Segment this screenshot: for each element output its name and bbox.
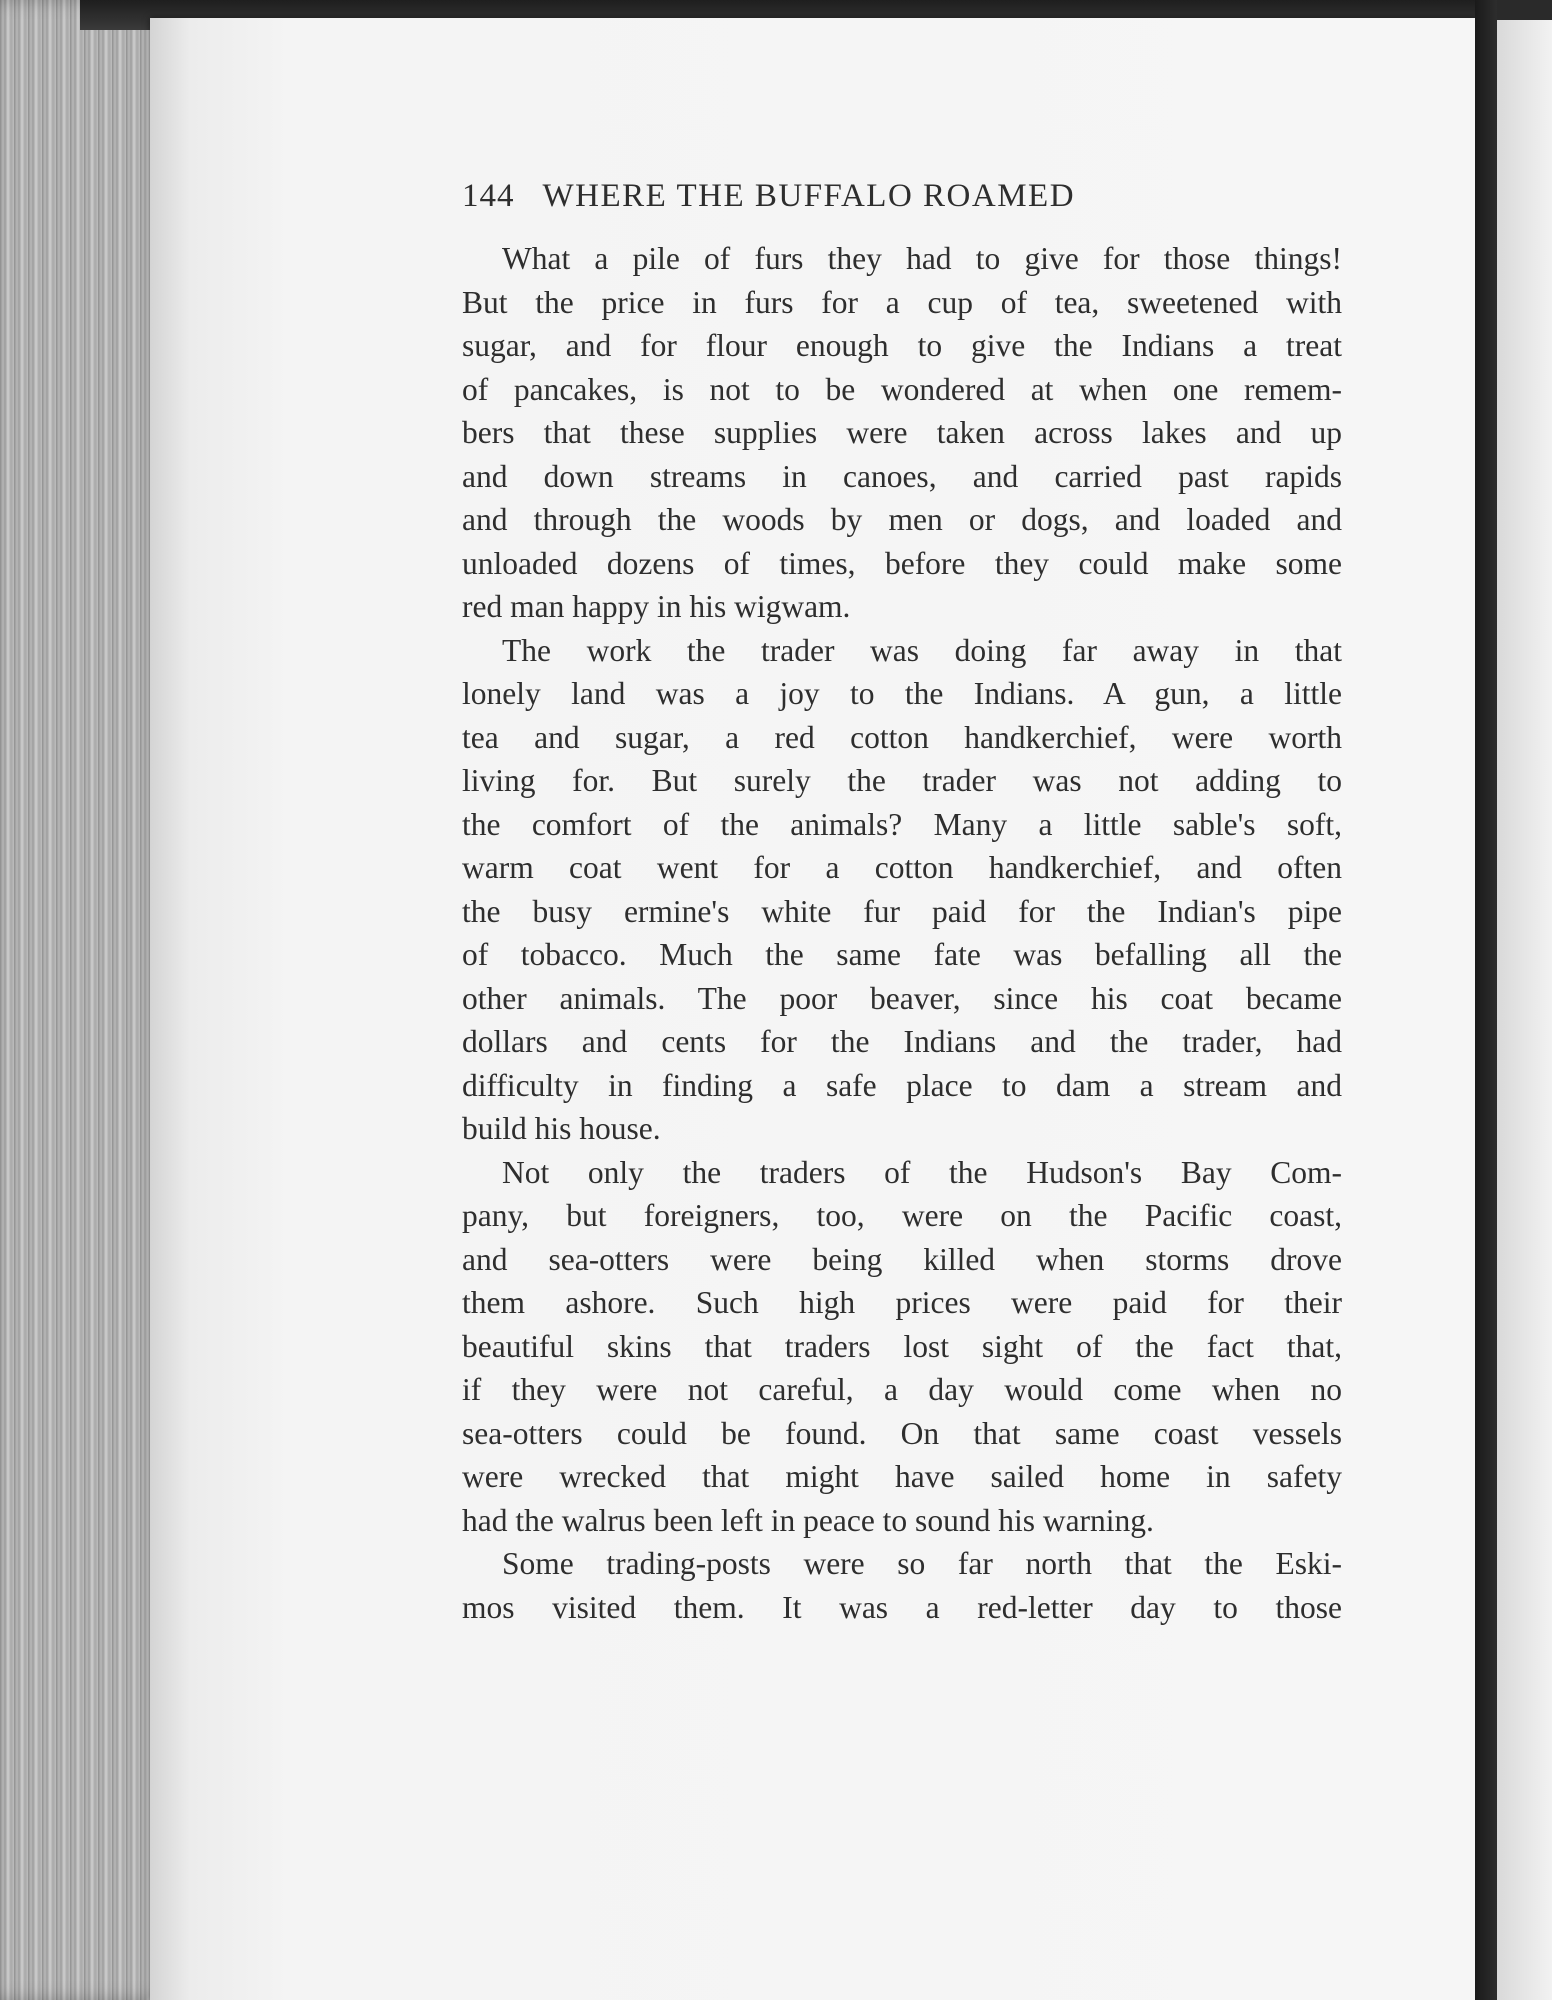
text-block bbox=[462, 178, 1342, 1629]
text-line: living for. But surely the trader was not adding to bbox=[462, 763, 1342, 798]
paragraph-3 bbox=[462, 1151, 1342, 1543]
text-line: sugar, and for flour enough to give the Indians a treat bbox=[462, 328, 1342, 363]
text-line: had the walrus been left in peace to sound his warning. bbox=[462, 1502, 1154, 1538]
paragraph-1 bbox=[462, 237, 1342, 629]
text-line: dollars and cents for the Indians and the trader, had bbox=[462, 1024, 1342, 1059]
page-number: 144 bbox=[462, 178, 515, 214]
text-line: But the price in furs for a cup of tea, sweetened with bbox=[462, 284, 1342, 320]
text-line: and through the woods by men or dogs, and loaded and bbox=[462, 502, 1342, 537]
text-line: red man happy in his wigwam. bbox=[462, 589, 851, 624]
text-line: tea and sugar, a red cotton handkerchief, were worth bbox=[462, 719, 1342, 755]
text-line: if they were not careful, a day would come when no bbox=[462, 1372, 1342, 1407]
text-line: Not only the traders of the Hudson's Bay Com- bbox=[502, 1154, 1342, 1190]
text-line: build his house. bbox=[462, 1111, 661, 1146]
text-line: What a pile of furs they had to give for those things! bbox=[502, 241, 1342, 276]
text-line: were wrecked that might have sailed home in safety bbox=[462, 1459, 1342, 1494]
text-line: Some trading-posts were so far north that the Eski- bbox=[502, 1546, 1342, 1581]
text-line: the comfort of the animals? Many a little sable's soft, bbox=[462, 806, 1342, 842]
text-line: pany, but foreigners, too, were on the Pacific coast, bbox=[462, 1198, 1342, 1233]
text-line: beautiful skins that traders lost sight of the fact that, bbox=[462, 1328, 1342, 1364]
text-line: mos visited them. It was a red-letter day to those bbox=[462, 1589, 1342, 1625]
next-page-edge bbox=[1497, 20, 1552, 2000]
text-line: warm coat went for a cotton handkerchief, and often bbox=[462, 850, 1342, 885]
text-line: unloaded dozens of times, before they could make some bbox=[462, 545, 1342, 581]
running-head bbox=[462, 178, 1342, 215]
text-line: bers that these supplies were taken across lakes and up bbox=[462, 415, 1342, 450]
book-title: WHERE THE BUFFALO ROAMED bbox=[542, 178, 1076, 214]
text-line: The work the trader was doing far away in that bbox=[502, 632, 1342, 668]
text-line: sea-otters could be found. On that same coast vessels bbox=[462, 1415, 1342, 1451]
text-line: the busy ermine's white fur paid for the Indian's pipe bbox=[462, 893, 1342, 929]
paragraph-4 bbox=[462, 1542, 1342, 1629]
text-line: them ashore. Such high prices were paid for their bbox=[462, 1285, 1342, 1320]
text-line: difficulty in finding a safe place to dam a stream and bbox=[462, 1067, 1342, 1103]
text-line: of pancakes, is not to be wondered at when one remem- bbox=[462, 371, 1342, 407]
text-line: lonely land was a joy to the Indians. A gun, a little bbox=[462, 676, 1342, 711]
gutter-shadow bbox=[1475, 0, 1497, 2000]
text-line: of tobacco. Much the same fate was befalling all the bbox=[462, 937, 1342, 972]
text-line: and sea-otters were being killed when storms drove bbox=[462, 1241, 1342, 1277]
text-line: other animals. The poor beaver, since his coat became bbox=[462, 980, 1342, 1016]
text-line: and down streams in canoes, and carried past rapids bbox=[462, 458, 1342, 494]
paragraph-2 bbox=[462, 629, 1342, 1151]
